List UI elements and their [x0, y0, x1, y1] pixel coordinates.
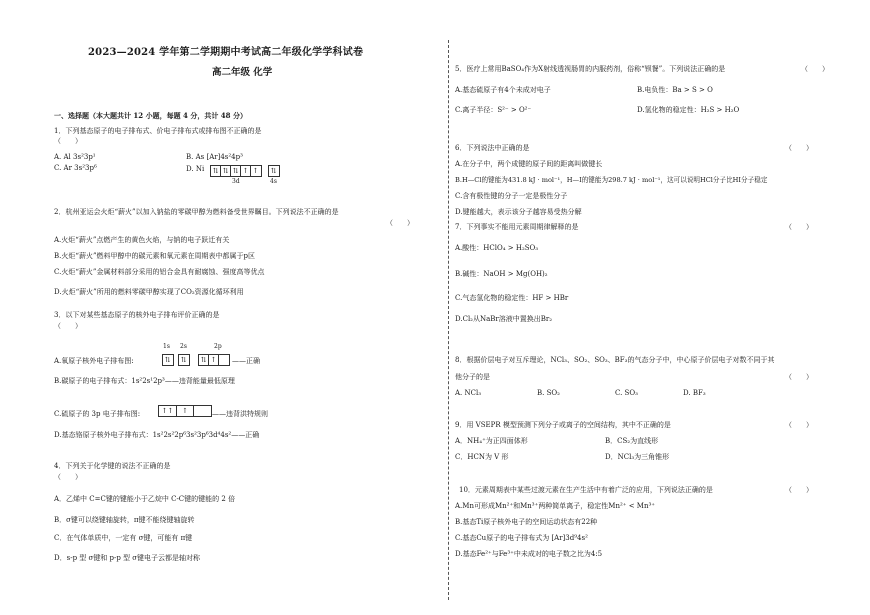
- q8-option-a: A. NCl₃: [455, 389, 482, 397]
- q7-option-d: D.Cl₂从NaBr溶液中置换出Br₂: [455, 315, 553, 323]
- q6-option-a: A.在分子中，两个成键的原子间的距离叫做键长: [455, 160, 603, 168]
- q3-a-verdict: ——正确: [232, 357, 260, 365]
- orbital-cell: ↑: [252, 167, 259, 175]
- orbital-cell: ↑: [209, 355, 219, 365]
- orbital-cell: ⇅: [270, 167, 277, 175]
- q3-option-d: D.基态铬原子核外电子排布式：1s²2s²2p⁶3s²3p⁶3d⁴4s²——正确: [54, 431, 260, 439]
- q1-paren: （ ）: [54, 137, 82, 145]
- q8-stem-cont: 他分子的是: [455, 373, 490, 381]
- q7-option-a: A.酸性：HClO₄ > H₂SO₃: [455, 244, 539, 252]
- q9-paren: （ ）: [785, 421, 813, 429]
- q3-option-b: B.碳原子的电子排布式：1s²2s¹2p³——违背能量最低原理: [54, 377, 235, 385]
- q6-option-b: B.H—Cl的键能为431.8 kJ · mol⁻¹，H—I的键能为298.7 kJ · mol⁻¹，这可以说明HCl分子比HI分子稳定: [455, 176, 768, 184]
- q5-option-a: A.基态硫原子有4个未成对电子: [455, 86, 551, 94]
- q5-option-c: C.离子半径：S²⁻ > O²⁻: [455, 106, 532, 114]
- q3-c-verdict: ——违背洪特规则: [212, 410, 268, 418]
- q10-option-c: C.基态Cu原子的电子排布式为 [Ar]3d⁹4s²: [455, 534, 588, 542]
- orbital-cell: [219, 355, 228, 365]
- q6-stem: 6．下列说法中正确的是: [455, 144, 530, 152]
- q3-stem: 3．以下对某些基态原子的核外电子排布评价正确的是: [54, 311, 220, 319]
- q1-d-label-3d: 3d: [232, 178, 240, 185]
- q3-a-label-1s: 1s: [163, 343, 170, 350]
- orbital-cell: ↑↑: [159, 406, 177, 416]
- q3-c-3p-orbitals: [158, 405, 212, 417]
- q4-stem: 4．下列关于化学键的说法不正确的是: [54, 462, 171, 470]
- column-divider: [448, 40, 449, 600]
- q5-paren: （ ）: [801, 65, 829, 73]
- q4-option-d: D．s-p 型 σ键和 p-p 型 σ键电子云都是轴对称: [54, 554, 201, 562]
- q2-option-a: A.火炬“薪火”点燃产生的黄色火焰，与钠的电子跃迁有关: [54, 236, 230, 244]
- orbital-cell: ⇅: [231, 166, 241, 176]
- q10-option-d: D.基态Fe²⁺与Fe³⁺中未成对的电子数之比为4:5: [455, 550, 603, 558]
- q8-option-b: B. SO₂: [537, 389, 560, 397]
- q2-option-c: C.火炬“薪火”金属材料部分采用的铝合金具有耐腐蚀、强度高等优点: [54, 268, 265, 276]
- q1-d-4s-orbital: [268, 165, 280, 177]
- q10-paren: （ ）: [785, 486, 813, 494]
- q8-paren: （ ）: [785, 373, 813, 381]
- q1-d-label-4s: 4s: [270, 178, 277, 185]
- exam-subtitle: 高二年级 化学: [212, 67, 273, 78]
- q3-option-a: A.氧原子核外电子排布图:: [54, 357, 134, 365]
- q5-option-d: D.氢化物的稳定性：H₂S > H₂O: [637, 106, 740, 114]
- q9-stem: 9．用 VSEPR 模型预测下列分子或离子的空间结构，其中不正确的是: [455, 421, 671, 429]
- orbital-cell: ⇅: [221, 166, 231, 176]
- q8-option-c: C. SO₃: [615, 389, 638, 397]
- orbital-cell: ↑: [177, 406, 194, 416]
- q8-option-d: D. BF₃: [683, 389, 706, 397]
- q3-a-2s-orbital: [178, 354, 190, 366]
- q7-stem: 7．下列事实不能用元素周期律解释的是: [455, 223, 579, 231]
- q3-a-label-2p: 2p: [214, 343, 222, 350]
- q9-option-c: C．HCN为 V 形: [455, 453, 509, 461]
- q2-paren: （ ）: [386, 219, 414, 227]
- q1-d-3d-orbitals: [210, 165, 262, 177]
- q5-option-b: B.电负性：Ba > S > O: [637, 86, 713, 94]
- q3-option-c: C.硫原子的 3p 电子排布图:: [54, 410, 141, 418]
- orbital-cell: ⇅: [199, 355, 209, 365]
- q2-option-d: D.火炬“薪火”所用的燃料零碳甲醇实现了CO₂资源化循环利用: [54, 288, 244, 296]
- q10-option-a: A.Mn可形成Mn²⁺和Mn³⁺两种简单离子，稳定性Mn²⁺ < Mn³⁺: [455, 502, 655, 510]
- q9-option-b: B．CS₂为直线形: [605, 437, 659, 445]
- q3-a-1s-orbital: [162, 354, 174, 366]
- q5-stem: 5．医疗上常用BaSO₄作为X射线透视肠胃的内服药剂，俗称“钡餐”。下列说法正确的是: [455, 65, 726, 73]
- q6-paren: （ ）: [785, 144, 813, 152]
- orbital-cell: ⇅: [211, 166, 221, 176]
- q9-option-a: A．NH₄⁺为正四面体形: [455, 437, 528, 445]
- exam-title: 2023—2024 学年第二学期期中考试高二年级化学学科试卷: [88, 47, 364, 58]
- q1-option-a: A. Al 3s²3p¹: [54, 153, 96, 161]
- q1-option-d: D. Ni: [186, 165, 205, 173]
- q8-stem: 8．根据价层电子对互斥理论，NCl₃、SO₂、SO₃、BF₃的气态分子中，中心原子价层电子对数不同于其: [455, 356, 775, 364]
- q4-paren: （ ）: [54, 473, 82, 481]
- q4-option-c: C．在气体单质中，一定有 σ键，可能有 π键: [54, 534, 193, 542]
- q10-stem: 10．元素周期表中某些过渡元素在生产生活中有着广泛的应用，下列说法正确的是: [459, 486, 713, 494]
- q7-option-b: B.碱性：NaOH > Mg(OH)₂: [455, 270, 548, 278]
- q10-option-b: B.基态Ti原子核外电子的空间运动状态有22种: [455, 518, 598, 526]
- q7-paren: （ ）: [785, 223, 813, 231]
- q4-option-a: A．乙烯中 C=C键的键能小于乙烷中 C-C键的键能的 2 倍: [54, 495, 236, 503]
- orbital-cell: ↑: [241, 166, 251, 176]
- q6-option-c: C.含有极性键的分子一定是极性分子: [455, 192, 568, 200]
- q3-a-label-2s: 2s: [180, 343, 187, 350]
- q2-option-b: B.火炬“薪火”燃料甲醇中的碳元素和氧元素在周期表中都属于p区: [54, 252, 256, 260]
- q6-option-d: D.键能越大，表示该分子越容易受热分解: [455, 208, 582, 216]
- q1-option-b: B. As [Ar]4s²4p³: [186, 153, 243, 161]
- q3-paren: （ ）: [54, 322, 82, 330]
- orbital-cell: ⇅: [180, 356, 187, 364]
- orbital-cell: ⇅: [164, 356, 171, 364]
- section-heading: 一、选择题（本大题共计 12 小题，每题 4 分，共计 48 分）: [54, 111, 247, 120]
- q4-option-b: B．σ键可以绕键轴旋转，π键不能绕键轴旋转: [54, 516, 195, 524]
- orbital-cell: [194, 406, 211, 416]
- q9-option-d: D．NCl₃为三角锥形: [605, 453, 670, 461]
- q7-option-c: C.气态氢化物的稳定性：HF > HBr: [455, 294, 569, 302]
- q3-a-2p-orbitals: [198, 354, 230, 366]
- q2-stem: 2．杭州亚运会火炬“薪火”以加入钠盐的零碳甲醇为燃料备受世界瞩目。下列说法不正确的是: [54, 208, 339, 216]
- q1-option-c: C. Ar 3s²3p⁶: [54, 164, 97, 172]
- q1-stem: 1．下列基态原子的电子排布式、价电子排布式或排布图不正确的是: [54, 127, 262, 135]
